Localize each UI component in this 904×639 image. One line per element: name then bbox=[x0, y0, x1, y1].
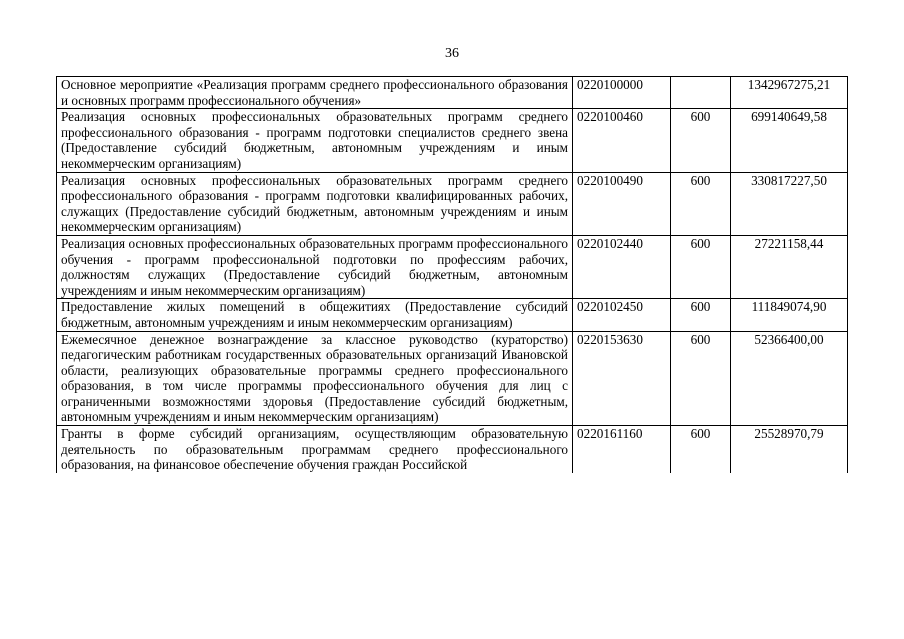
expense-type-cell: 600 bbox=[671, 172, 731, 235]
target-article-code-cell: 0220100000 bbox=[573, 77, 671, 109]
amount-cell: 1342967275,21 bbox=[731, 77, 848, 109]
budget-table bbox=[56, 76, 848, 473]
target-article-code-cell: 0220153630 bbox=[573, 331, 671, 426]
target-article-code-cell: 0220161160 bbox=[573, 426, 671, 473]
table-row bbox=[57, 426, 848, 473]
amount-cell: 111849074,90 bbox=[731, 299, 848, 331]
table-row bbox=[57, 331, 848, 426]
expense-name-cell: Реализация основных профессиональных образовательных программ среднего профессионального образования - программ подготовки специалистов среднего звена (Предоставление субсидий бюджетным, автономным учреждениям и иным некоммерческим организациям) bbox=[57, 109, 573, 172]
expense-type-cell bbox=[671, 77, 731, 109]
expense-type-cell: 600 bbox=[671, 109, 731, 172]
target-article-code-cell: 0220102440 bbox=[573, 235, 671, 298]
expense-type-cell: 600 bbox=[671, 331, 731, 426]
expense-name-cell: Основное мероприятие «Реализация программ среднего профессионального образования и основных программ профессионального обучения» bbox=[57, 77, 573, 109]
table-row bbox=[57, 235, 848, 298]
target-article-code-cell: 0220102450 bbox=[573, 299, 671, 331]
table-row bbox=[57, 109, 848, 172]
page-number: 36 bbox=[445, 46, 459, 61]
amount-cell: 699140649,58 bbox=[731, 109, 848, 172]
expense-type-cell: 600 bbox=[671, 235, 731, 298]
table-row bbox=[57, 299, 848, 331]
table-row bbox=[57, 172, 848, 235]
expense-type-cell: 600 bbox=[671, 426, 731, 473]
table-row bbox=[57, 77, 848, 109]
amount-cell: 27221158,44 bbox=[731, 235, 848, 298]
expense-name-cell: Реализация основных профессиональных образовательных программ профессионального обучения - программ профессиональной подготовки по профессиям рабочих, должностям служащих (Предоставление субсидий бюджетным, автономным учреждениям и иным некоммерческим организациям) bbox=[57, 235, 573, 298]
expense-name-cell: Гранты в форме субсидий организациям, осуществляющим образовательную деятельность по образовательным программам среднего профессионального образования, на финансовое обеспечение обучения граждан Российской bbox=[57, 426, 573, 473]
amount-cell: 25528970,79 bbox=[731, 426, 848, 473]
amount-cell: 52366400,00 bbox=[731, 331, 848, 426]
expense-name-cell: Ежемесячное денежное вознаграждение за классное руководство (кураторство) педагогическим работникам государственных образовательных организаций Ивановской области, реализующих образовательные программы среднего профессионального образования, в том числе программы профессионального обучения для лиц с ограниченными возможностями здоровья (Предоставление субсидий бюджетным, автономным учреждениям и иным некоммерческим организациям) bbox=[57, 331, 573, 426]
expense-type-cell: 600 bbox=[671, 299, 731, 331]
expense-name-cell: Реализация основных профессиональных образовательных программ среднего профессионального образования - программ подготовки квалифицированных рабочих, служащих (Предоставление субсидий бюджетным, автономным учреждениям и иным некоммерческим организациям) bbox=[57, 172, 573, 235]
amount-cell: 330817227,50 bbox=[731, 172, 848, 235]
target-article-code-cell: 0220100490 bbox=[573, 172, 671, 235]
expense-name-cell: Предоставление жилых помещений в общежитиях (Предоставление субсидий бюджетным, автономным учреждениям и иным некоммерческим организациям) bbox=[57, 299, 573, 331]
target-article-code-cell: 0220100460 bbox=[573, 109, 671, 172]
